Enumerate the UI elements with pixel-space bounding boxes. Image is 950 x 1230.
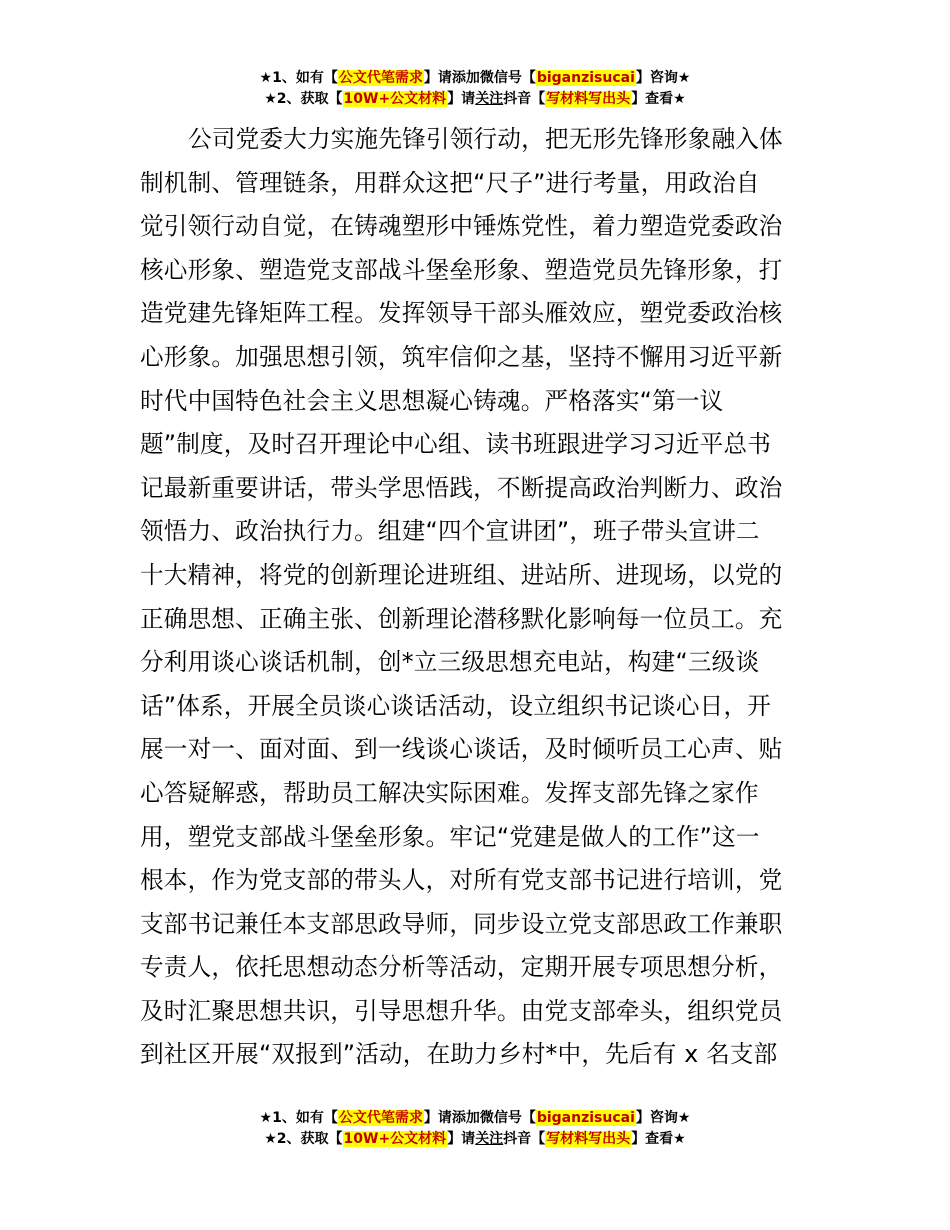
banner-text: 】咨询★ xyxy=(635,70,691,86)
banner-line-1 xyxy=(0,1108,950,1129)
paragraph-line: 造党建先锋矩阵工程。发挥领导干部头雁效应，塑党委政治核 xyxy=(140,299,783,328)
banner-text: ★2、获取【 xyxy=(264,1131,343,1147)
banner-underlined-text: 关注 xyxy=(475,1131,504,1147)
banner-wechat-id: biganzisucai xyxy=(536,1110,635,1126)
paragraph-line: 到社区开展“双报到”活动，在助力乡村*中，先后有 x 名支部 xyxy=(140,1040,778,1069)
banner-highlight: 写材料写出头 xyxy=(546,1131,631,1147)
banner-text: ★1、如有【 xyxy=(259,70,338,86)
banner-text: 】查看★ xyxy=(631,91,686,107)
banner-text: 】请添加微信号【 xyxy=(423,1110,536,1126)
banner-underlined-text: 关注 xyxy=(475,91,504,107)
banner-text: ★1、如有【 xyxy=(259,1110,338,1126)
paragraph-line: 用，塑党支部战斗堡垒形象。牢记“党建是做人的工作”这一 xyxy=(140,822,760,851)
paragraph-line: 心答疑解惑，帮助员工解决实际困难。发挥支部先锋之家作 xyxy=(140,778,759,807)
banner-line-2 xyxy=(0,1129,950,1150)
paragraph-line: 记最新重要讲话，带头学思悟践，不断提高政治判断力、政治 xyxy=(140,473,783,502)
banner-line-2 xyxy=(0,89,950,110)
paragraph-line: 展一对一、面对面、到一线谈心谈话，及时倾听员工心声、贴 xyxy=(140,735,783,764)
banner-text: 抖音【 xyxy=(503,91,546,107)
banner-text: 】请 xyxy=(447,91,476,107)
banner-text: 】请 xyxy=(447,1131,476,1147)
paragraph-line: 领悟力、政治执行力。组建“四个宣讲团”，班子带头宣讲二 xyxy=(140,517,760,546)
paragraph-line: 制机制、管理链条，用群众这把“尺子”进行考量，用政治自 xyxy=(140,168,760,197)
banner-wechat-id: biganzisucai xyxy=(536,70,635,86)
paragraph-line: 正确思想、正确主张、创新理论潜移默化影响每一位员工。充 xyxy=(140,604,783,633)
paragraph-line: 及时汇聚思想共识，引导思想升华。由党支部牵头，组织党员 xyxy=(140,996,783,1025)
banner-highlight: 10W+公文材料 xyxy=(343,1131,447,1147)
banner-highlight: 写材料写出头 xyxy=(546,91,631,107)
bottom-banner xyxy=(0,1108,950,1150)
banner-line-1 xyxy=(0,68,950,89)
banner-text: 】查看★ xyxy=(631,1131,686,1147)
paragraph-line: 心形象。加强思想引领，筑牢信仰之基，坚持不懈用习近平新 xyxy=(140,342,783,371)
paragraph-line: 核心形象、塑造党支部战斗堡垒形象、塑造党员先锋形象，打 xyxy=(140,255,783,284)
paragraph-line: 分利用谈心谈话机制，创*立三级思想充电站，构建“三级谈 xyxy=(140,648,760,677)
paragraph-line: 觉引领行动自觉，在铸魂塑形中锤炼党性，着力塑造党委政治 xyxy=(140,212,783,241)
paragraph-line: 公司党委大力实施先锋引领行动，把无形先锋形象融入体 xyxy=(188,125,783,153)
banner-highlight: 公文代笔需求 xyxy=(338,70,423,86)
top-banner xyxy=(0,68,950,110)
banner-text: 】咨询★ xyxy=(635,1110,691,1126)
paragraph-line: 支部书记兼任本支部思政导师，同步设立党支部思政工作兼职 xyxy=(140,909,783,938)
paragraph-line: 题”制度，及时召开理论中心组、读书班跟进学习习近平总书 xyxy=(140,430,772,459)
banner-text: 】请添加微信号【 xyxy=(423,70,536,86)
paragraph-line: 话”体系，开展全员谈心谈话活动，设立组织书记谈心日，开 xyxy=(140,691,772,720)
paragraph-line: 根本，作为党支部的带头人，对所有党支部书记进行培训，党 xyxy=(140,866,783,895)
banner-text: ★2、获取【 xyxy=(264,91,343,107)
paragraph-line: 专责人，依托思想动态分析等活动，定期开展专项思想分析， xyxy=(140,953,783,982)
body-paragraph xyxy=(140,118,812,1077)
paragraph-line: 时代中国特色社会主义思想凝心铸魂。严格落实“第一议 xyxy=(140,386,724,415)
banner-highlight: 公文代笔需求 xyxy=(338,1110,423,1126)
banner-text: 抖音【 xyxy=(503,1131,546,1147)
banner-highlight: 10W+公文材料 xyxy=(343,91,447,107)
paragraph-line: 十大精神，将党的创新理论进班组、进站所、进现场，以党的 xyxy=(140,560,783,589)
